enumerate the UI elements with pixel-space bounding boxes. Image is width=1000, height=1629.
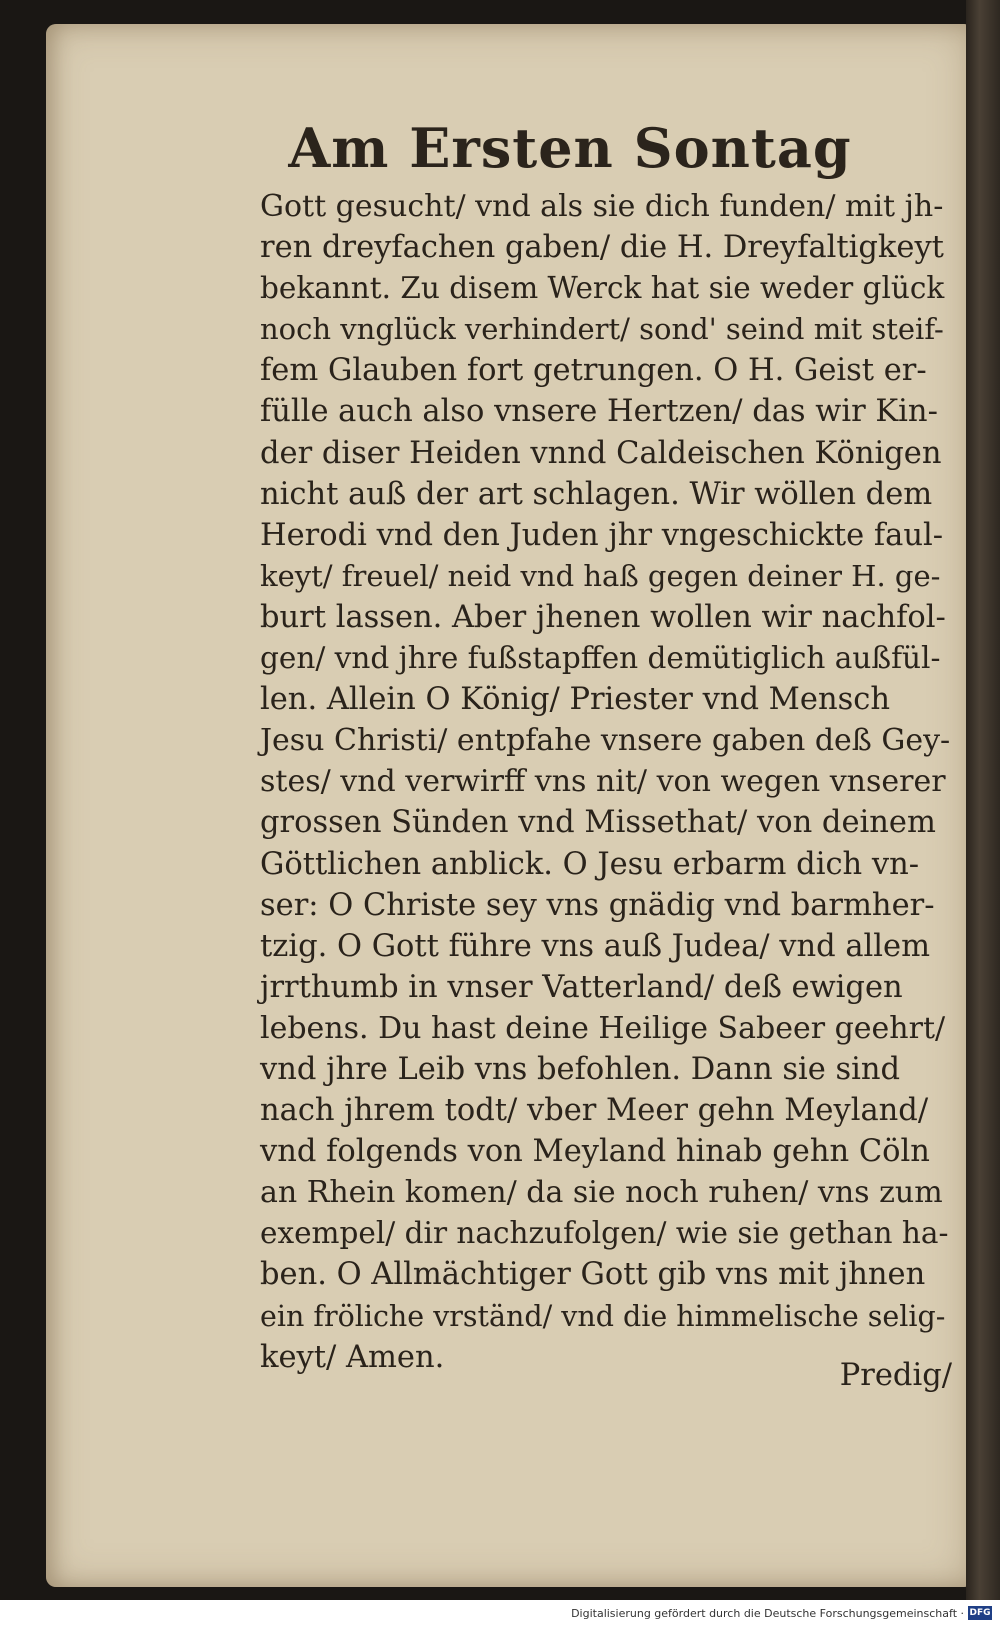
body-line: jrrthumb in vnser Vatterland/ deß ewigen (260, 969, 903, 1005)
body-line: vnd jhre Leib vns befohlen. Dann sie sind (260, 1051, 901, 1087)
body-line: nicht auß der art schlagen. Wir wöllen dem (260, 476, 933, 512)
body-line: stes/ vnd verwirff vns nit/ von wegen vnserer (260, 764, 946, 800)
body-line: an Rhein komen/ da sie noch ruhen/ vns zum (260, 1175, 943, 1211)
body-line: ein fröliche vrständ/ vnd die himmelische selig- (260, 1299, 946, 1333)
body-line: Jesu Christi/ entpfahe vnsere gaben deß Gey- (260, 723, 951, 759)
body-line: fülle auch also vnsere Hertzen/ das wir Kin- (260, 394, 938, 430)
body-line: exempel/ dir nachzufolgen/ wie sie gethan ha- (260, 1216, 949, 1251)
body-line: tzig. O Gott führe vns auß Judea/ vnd allem (260, 928, 931, 964)
catchword: Predig/ (839, 1358, 952, 1393)
body-line: len. Allein O König/ Priester vnd Mensch (260, 682, 890, 718)
body-line: keyt/ freuel/ neid vnd haß gegen deiner H. ge- (260, 558, 941, 593)
body-line: fem Glauben fort getrungen. O H. Geist er- (260, 353, 927, 389)
body-line: ben. O Allmächtiger Gott gib vns mit jhnen (260, 1257, 926, 1293)
body-line: bekannt. Zu disem Werck hat sie weder glück (260, 271, 945, 306)
body-line: grossen Sünden vnd Missethat/ von deinem (260, 805, 936, 841)
body-line: keyt/ Amen. (260, 1339, 445, 1375)
body-line: lebens. Du hast deine Heilige Sabeer geehrt/ (260, 1010, 946, 1046)
body-line: ren dreyfachen gaben/ die H. Dreyfaltigkeyt (260, 230, 944, 266)
body-line: Herodi vnd den Juden jhr vngeschickte faul- (260, 517, 944, 553)
body-line: der diser Heiden vnnd Caldeischen Königen (260, 435, 942, 471)
body-line: vnd folgends von Meyland hinab gehn Cöln (260, 1134, 930, 1170)
body-line: noch vnglück verhindert/ sond' seind mit steif- (260, 312, 944, 347)
body-line: Gott gesucht/ vnd als sie dich funden/ mit jh- (260, 189, 944, 224)
book-spine-edge (966, 0, 1000, 1600)
body-text (260, 186, 950, 1378)
dfg-logo: DFG (969, 1608, 991, 1618)
body-line: gen/ vnd jhre fußstapffen demütiglich außfül- (260, 641, 941, 676)
body-line: burt lassen. Aber jhenen wollen wir nachfol- (260, 599, 946, 635)
body-line: nach jhrem todt/ vber Meer gehn Meyland/ (260, 1093, 929, 1129)
footer-bar (0, 1600, 1000, 1629)
page-running-title: Am Ersten Sontag (288, 116, 852, 180)
body-line: Göttlichen anblick. O Jesu erbarm dich vn- (260, 846, 920, 882)
footer-credit: Digitalisierung gefördert durch die Deutsche Forschungsgemeinschaft · (571, 1607, 964, 1620)
body-line: ser: O Christe sey vns gnädig vnd barmher- (260, 887, 935, 923)
